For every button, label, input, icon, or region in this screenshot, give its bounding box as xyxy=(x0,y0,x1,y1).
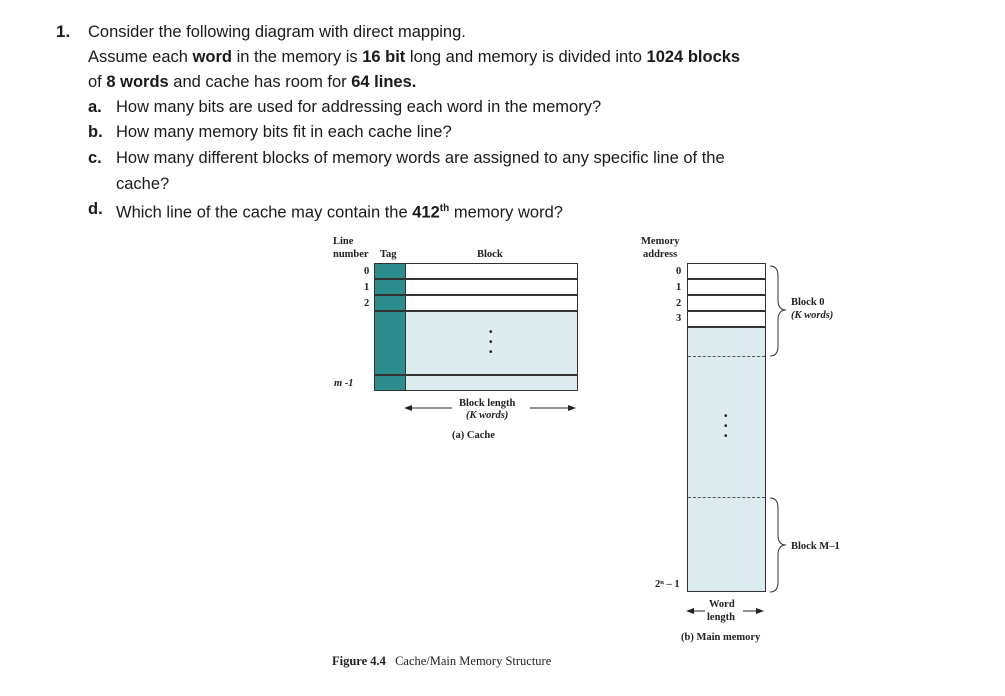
cache-header-line: Line xyxy=(333,236,354,247)
ellipsis-icon: • • • xyxy=(724,411,728,442)
memory-header-1: Memory xyxy=(641,236,680,247)
word-length-label: Word xyxy=(709,599,735,610)
block-length-label: Block length xyxy=(459,398,516,409)
memory-address-label: 1 xyxy=(676,282,682,293)
subquestion-c-continued: cache? xyxy=(116,175,170,193)
word-length-label-2: length xyxy=(707,612,736,623)
cache-last-row-label: m -1 xyxy=(334,378,354,389)
cache-row-label: 2 xyxy=(364,298,370,309)
block-0-unit: (K words) xyxy=(791,310,834,321)
block-m-label: Block M–1 xyxy=(791,541,840,552)
question-line-2: Assume each word in the memory is 16 bit long and memory is divided into 1024 blocks xyxy=(88,48,741,66)
memory-caption: (b) Main memory xyxy=(681,632,761,643)
memory-address-label: 3 xyxy=(676,313,682,324)
cache-row-label: 0 xyxy=(364,266,370,277)
block-length-unit: (K words) xyxy=(466,410,509,421)
cache-row-label: 1 xyxy=(364,282,370,293)
question-line-3: of 8 words and cache has room for 64 lines. xyxy=(88,73,417,91)
figure-title: Cache/Main Memory Structure xyxy=(395,654,552,668)
ellipsis-icon: • • • xyxy=(489,327,493,358)
question-intro: Consider the following diagram with direct mapping. xyxy=(88,23,466,41)
memory-last-address: 2ⁿ – 1 xyxy=(655,579,680,590)
figure-caption xyxy=(332,654,551,669)
block-0-label: Block 0 xyxy=(791,297,825,308)
cache-header-block: Block xyxy=(477,249,503,260)
figure-label: Figure 4.4 xyxy=(332,654,386,668)
cache-header-number: number xyxy=(333,249,369,260)
memory-address-label: 2 xyxy=(676,298,682,309)
cache-caption: (a) Cache xyxy=(452,430,495,441)
memory-header-2: address xyxy=(643,249,678,260)
memory-address-label: 0 xyxy=(676,266,682,277)
cache-header-tag: Tag xyxy=(380,249,397,260)
question-number: 1. xyxy=(56,22,71,41)
